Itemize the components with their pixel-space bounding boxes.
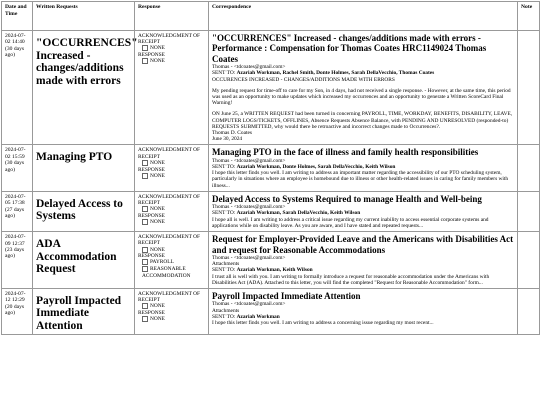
correspondence-cell <box>209 232 518 289</box>
email-from: Thomas - <tdcoates@gmail.com> <box>212 301 286 308</box>
response-cell <box>135 288 209 335</box>
sent-to-recipients: Azariah Workman, Keith Wilson <box>236 267 313 274</box>
note-cell[interactable] <box>518 232 540 289</box>
table-row <box>2 288 540 335</box>
email-subject: "OCCURRENCES" Increased - changes/additions made with errors - Performance : Compensation for Thomas Coates HRC1149024 Thomas Coates <box>212 33 487 64</box>
email-body-line: I trust all is well with you. I am writing to formally introduce a request for reasonable accommodation under the Americans with Disabilities Act (ADA). Attached to this letter, you will find the completed "Request for Reasonable Accommodation" form... <box>212 273 490 286</box>
email-body-line: I hope this letter finds you well. I am writing to address an important matter regarding the accessibility of our PTO scheduling system, particularly in situations where an employee is homebound due to illness or other health-related issues in caring for family members with illness... <box>212 170 509 189</box>
email-body-line: I hope this letter finds you well. I am writing to address a concerning issue regarding my most recent... <box>212 319 434 326</box>
ack-label: ACKNOWLEDGMENT OF RECEIPT <box>138 33 201 46</box>
response-option[interactable] <box>142 173 205 180</box>
response-option[interactable] <box>142 266 205 279</box>
request-title: Managing PTO <box>33 145 135 191</box>
ack-option[interactable] <box>142 45 205 52</box>
response-label: RESPONSE <box>138 212 165 219</box>
ack-label: ACKNOWLEDGMENT OF RECEIPT <box>138 147 201 160</box>
header-written-requests: Written Requests <box>33 2 135 31</box>
table-row <box>2 31 540 145</box>
sent-to-prefix: SENT TO: <box>212 267 237 274</box>
header-row <box>2 2 540 31</box>
checkbox-icon[interactable] <box>142 316 148 322</box>
sent-to-recipients: Azariah Workman, Donte Holmes, Sarah DellaVecchio, Keith Wilson <box>236 164 396 171</box>
email-body-line: ON June 25, a WRITTEN REQUEST had been turned in concerning PAYROLL, TIME, WORKDAY, BENEFITS, DISABILITY, LEAVE, COMPUTER LOGS/TICKETS, OFFLINES, Absence Requests Absence Balance, with PENDING AND UNRESOLVED (responded-to) REQUESTS SUBMITTED, why would there be retroactive and incorrect changes made to Occurrences?. <box>212 111 513 130</box>
correspondence-cell <box>209 191 518 231</box>
date-cell: 2024-07-02 15:59 (30 days ago) <box>2 145 33 191</box>
checkbox-icon[interactable] <box>142 173 148 179</box>
option-label: NONE <box>150 58 165 65</box>
email-from: Thomas - <tdcoates@gmail.com> <box>212 204 286 211</box>
response-label: RESPONSE <box>138 52 165 59</box>
option-label: NONE <box>150 246 165 253</box>
option-label: NONE <box>150 206 165 213</box>
response-cell <box>135 232 209 289</box>
sent-to-prefix: SENT TO: <box>212 313 237 320</box>
sent-to-prefix: SENT TO: <box>212 210 237 217</box>
response-cell <box>135 31 209 145</box>
table-row <box>2 232 540 289</box>
sent-to-prefix: SENT TO: <box>212 70 237 77</box>
email-subject: Request for Employer-Provided Leave and the Americans with Disabilities Act and request for Reasonable Accommodations <box>212 234 514 255</box>
response-option[interactable] <box>142 259 205 266</box>
checkbox-icon[interactable] <box>142 58 148 64</box>
checkbox-icon[interactable] <box>142 160 148 166</box>
email-subject: Managing PTO in the face of illness and family health responsibilities <box>212 147 479 158</box>
ack-option[interactable] <box>142 160 205 167</box>
correspondence-cell <box>209 31 518 145</box>
attachments-link[interactable]: Attachments <box>212 261 240 268</box>
option-label: NONE <box>150 45 165 52</box>
sent-to-recipients: Azariah Workman, Sarah DellaVecchio, Keith Wilson <box>236 210 361 217</box>
response-option[interactable] <box>142 316 205 323</box>
checkbox-icon[interactable] <box>142 219 148 225</box>
email-body-line: I hope all is well. I am writing to address a critical issue regarding my current inability to access essential corporate systems and applications while on disability leave. As you are aware, and I have stated and repeated requests... <box>212 216 489 229</box>
table-row <box>2 145 540 191</box>
ack-option[interactable] <box>142 303 205 310</box>
date-cell: 2024-07-09 12:37 (23 days ago) <box>2 232 33 289</box>
response-cell <box>135 145 209 191</box>
checkbox-icon[interactable] <box>142 303 148 309</box>
response-label: RESPONSE <box>138 309 165 316</box>
checkbox-icon[interactable] <box>142 45 148 51</box>
response-option[interactable] <box>142 58 205 65</box>
header-response: Response <box>135 2 209 31</box>
correspondence-cell <box>209 288 518 335</box>
table-row <box>2 191 540 231</box>
request-title: Delayed Access to Systems <box>33 191 135 231</box>
option-label: NONE <box>150 160 165 167</box>
checkbox-icon[interactable] <box>142 266 148 272</box>
email-from: Thomas - <tdcoates@gmail.com> <box>212 64 286 71</box>
date-cell: 2024-07-02 14:40 (30 days ago) <box>2 31 33 145</box>
email-body-line: Thomas D. Coates <box>212 130 252 137</box>
ack-option[interactable] <box>142 206 205 213</box>
correspondence-cell <box>209 145 518 191</box>
note-cell[interactable] <box>518 145 540 191</box>
date-cell: 2024-07-12 12:29 (20 days ago) <box>2 288 33 335</box>
email-from: Thomas - <tdcoates@gmail.com> <box>212 254 286 261</box>
option-label: NONE <box>150 172 165 179</box>
email-from: Thomas - <tdcoates@gmail.com> <box>212 157 286 164</box>
header-note: Note <box>518 2 540 31</box>
note-cell[interactable] <box>518 31 540 145</box>
request-title: "OCCURRENCES" Increased - changes/additions made with errors <box>33 31 135 145</box>
email-subject: Delayed Access to Systems Required to manage Health and Well-being <box>212 193 482 204</box>
option-label: NONE <box>150 219 165 226</box>
header-correspondence: Correspondence <box>209 2 518 31</box>
requests-table <box>1 1 540 335</box>
note-cell[interactable] <box>518 191 540 231</box>
option-label: PAYROLL <box>150 259 174 266</box>
email-subject: Payroll Impacted Immediate Attention <box>212 290 361 301</box>
request-title: ADA Accommodation Request <box>33 232 135 289</box>
ack-label: ACKNOWLEDGMENT OF RECEIPT <box>138 290 201 304</box>
response-label: RESPONSE <box>138 253 165 260</box>
response-cell <box>135 191 209 231</box>
attachments-link[interactable]: Attachments <box>212 307 240 314</box>
option-label: REASONABLE ACCOMMODATION <box>142 266 191 279</box>
ack-option[interactable] <box>142 247 205 254</box>
sent-to-recipients: Azariah Workman <box>236 313 280 320</box>
sent-to-recipients: Azariah Workman, Rachel Smith, Donte Holmes, Sarah DellaVecchio, Thomas Coates <box>236 70 435 77</box>
email-body-line: June 30, 2024 <box>212 136 243 143</box>
email-body-line: My pending request for time-off to care for my Son, in 4 days, had not received a single response. - However, at the same time, this period was used as an opportunity to make updates which increased my occurrences and an opportunity to generate a Written ScoreCard Final Warning! <box>212 87 511 107</box>
response-option[interactable] <box>142 219 205 226</box>
option-label: NONE <box>150 303 165 310</box>
checkbox-icon[interactable] <box>142 206 148 212</box>
sent-to-prefix: SENT TO: <box>212 164 237 171</box>
request-title: Payroll Impacted Immediate Attention <box>33 288 135 335</box>
header-date: Date and Time <box>2 2 33 31</box>
note-cell[interactable] <box>518 288 540 335</box>
email-body-line: OCCURENCES INCREASED - CHANGES/ADDITIONS MADE WITH ERRORS <box>212 76 395 83</box>
response-label: RESPONSE <box>138 166 165 173</box>
checkbox-icon[interactable] <box>142 259 148 265</box>
ack-label: ACKNOWLEDGMENT OF RECEIPT <box>138 193 201 207</box>
date-cell: 2024-07-05 17:38 (27 days ago) <box>2 191 33 231</box>
option-label: NONE <box>150 316 165 323</box>
checkbox-icon[interactable] <box>142 247 148 253</box>
ack-label: ACKNOWLEDGMENT OF RECEIPT <box>138 234 201 247</box>
